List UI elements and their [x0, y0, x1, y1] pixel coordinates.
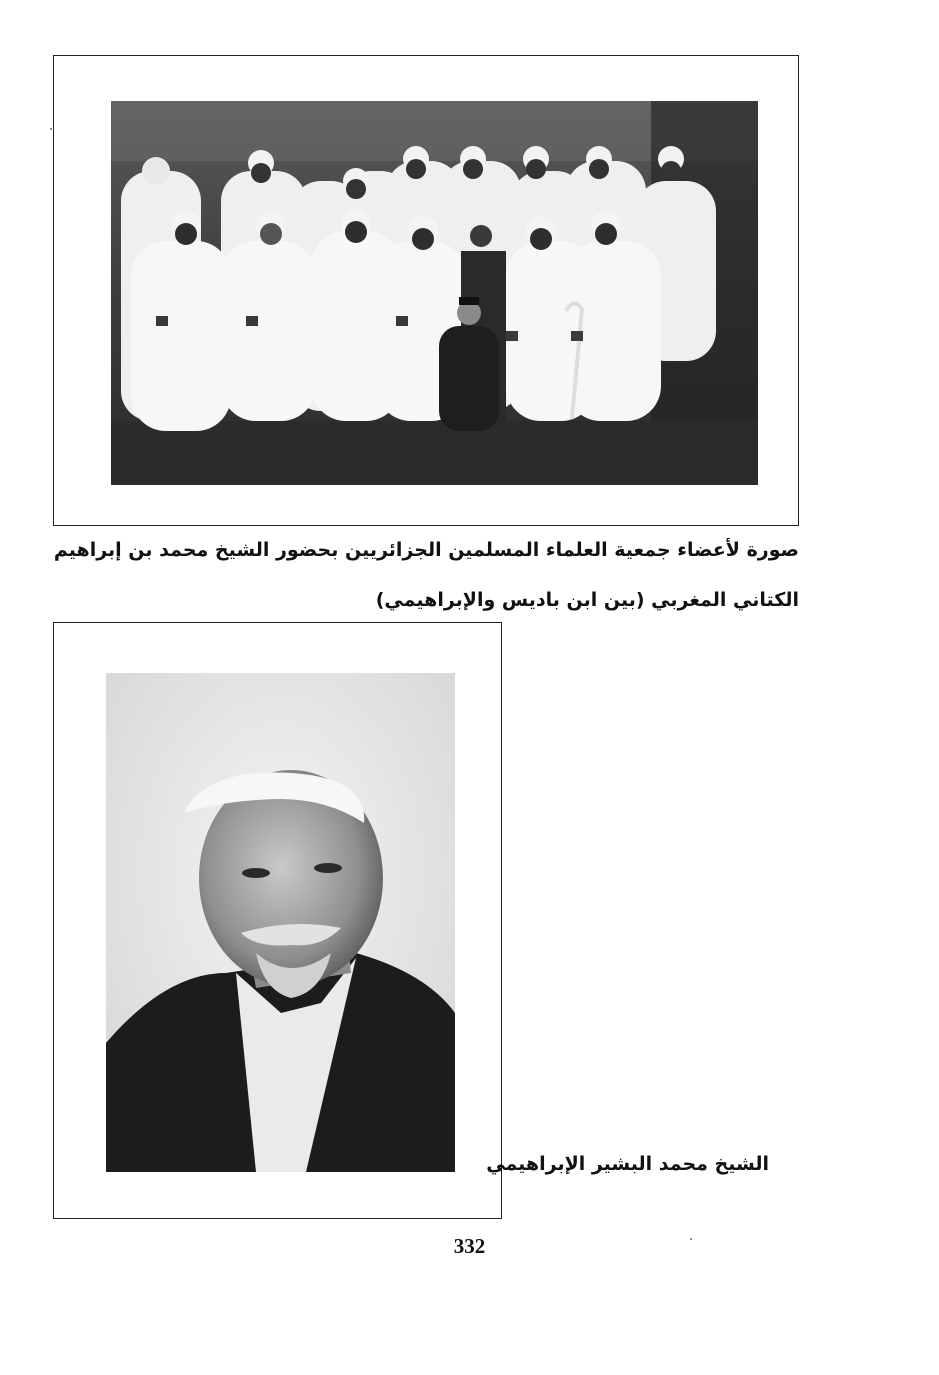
group-photo	[111, 101, 758, 485]
page-number: 332	[453, 1234, 486, 1258]
group-photo-caption-line1: صورة لأعضاء جمعية العلماء المسلمين الجزائريين بحضور الشيخ محمد بن إبراهيم	[53, 539, 799, 561]
portrait-photo-caption: الشيخ محمد البشير الإبراهيمي	[486, 1153, 769, 1175]
portrait-photo	[106, 673, 455, 1172]
scan-speck	[50, 128, 52, 130]
group-photo-caption-line2: الكتاني المغربي (بين ابن باديس والإبراهيمي)	[375, 589, 799, 611]
scan-speck	[690, 1238, 692, 1240]
